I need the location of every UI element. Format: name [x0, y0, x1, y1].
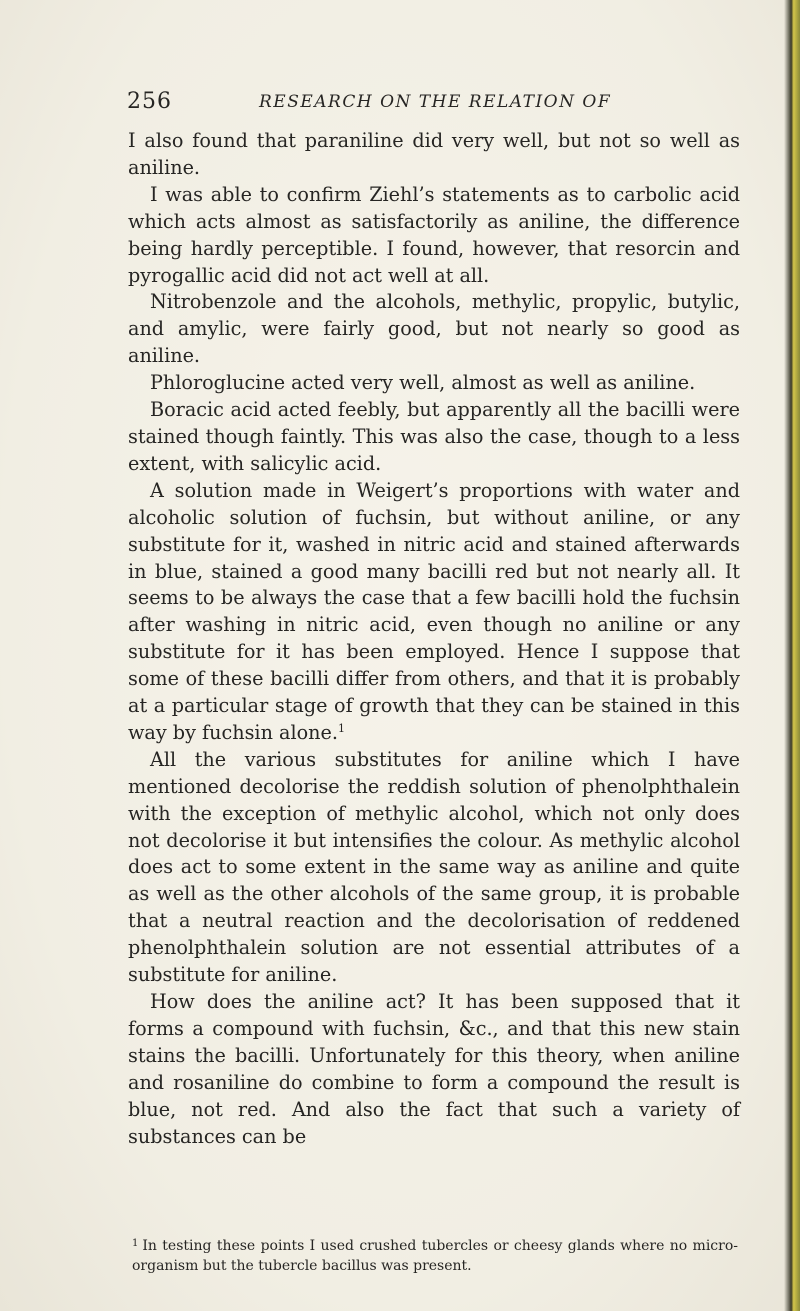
running-header — [127, 89, 747, 119]
paragraph: Phloroglucine acted very well, almost as well as aniline. — [150, 371, 696, 395]
footnote-text: In testing these points I used crushed tubercles or cheesy glands where no micro-organism but the tubercle bacillus was present. — [132, 1238, 738, 1274]
paragraph-with-footnote — [128, 478, 740, 747]
running-title: RESEARCH ON THE RELATION OF — [259, 92, 612, 112]
paragraph: How does the aniline act? It has been supposed that it forms a compound with fuchsin, &c., and that this new stain stains the bacilli. Unfortunately for this theory, when aniline and rosaniline do combine to form a compound the result is blue, not red. And also the fact that such a variety of substances can be — [128, 990, 740, 1148]
footnote — [132, 1234, 738, 1276]
page-edge-shadow — [784, 0, 800, 1311]
page-number: 256 — [127, 89, 172, 114]
paragraph: Nitrobenzole and the alcohols, methylic, propylic, butylic, and amylic, were fairly good, but not nearly so good as aniline. — [128, 290, 740, 368]
paragraph-text: A solution made in Weigert’s proportions with water and alcoholic solution of fuchsin, but without aniline, or any substitute for it, washed in nitric acid and stained afterwards in blue, stained a good many bacilli red but not nearly all. It seems to be always the case that a few bacilli hold the fuchsin after washing in nitric acid, even though no aniline or any substitute for it has been employed. Hence I suppose that some of these bacilli differ from others, and that it is probably at a particular stage of growth that they can be stained in this way by fuchsin alone. — [128, 478, 740, 744]
body-text — [128, 128, 740, 1150]
footnote-reference: 1 — [337, 721, 345, 735]
paragraph: I also found that paraniline did very well, but not so well as aniline. — [128, 129, 740, 179]
paragraph: Boracic acid acted feebly, but apparently all the bacilli were stained though faintly. This was also the case, though to a less extent, with salicylic acid. — [128, 398, 740, 475]
footnote-marker: 1 — [132, 1238, 139, 1249]
paragraph: I was able to confirm Ziehl’s statements as to carbolic acid which acts almost as satisfactorily as aniline, the difference being hardly perceptible. I found, however, that resorcin and pyrogallic acid did not act well at all. — [128, 182, 740, 287]
paragraph: All the various substitutes for aniline which I have mentioned decolorise the reddish solution of phenolphthalein with the exception of methylic alcohol, which not only does not decolorise it but intensifies the colour. As methylic alcohol does act to some extent in the same way as aniline and quite as well as the other alcohols of the same group, it is probable that a neutral reaction and the decolorisation of reddened phenolphthalein solution are not essential attributes of a substitute for aniline. — [128, 747, 740, 987]
